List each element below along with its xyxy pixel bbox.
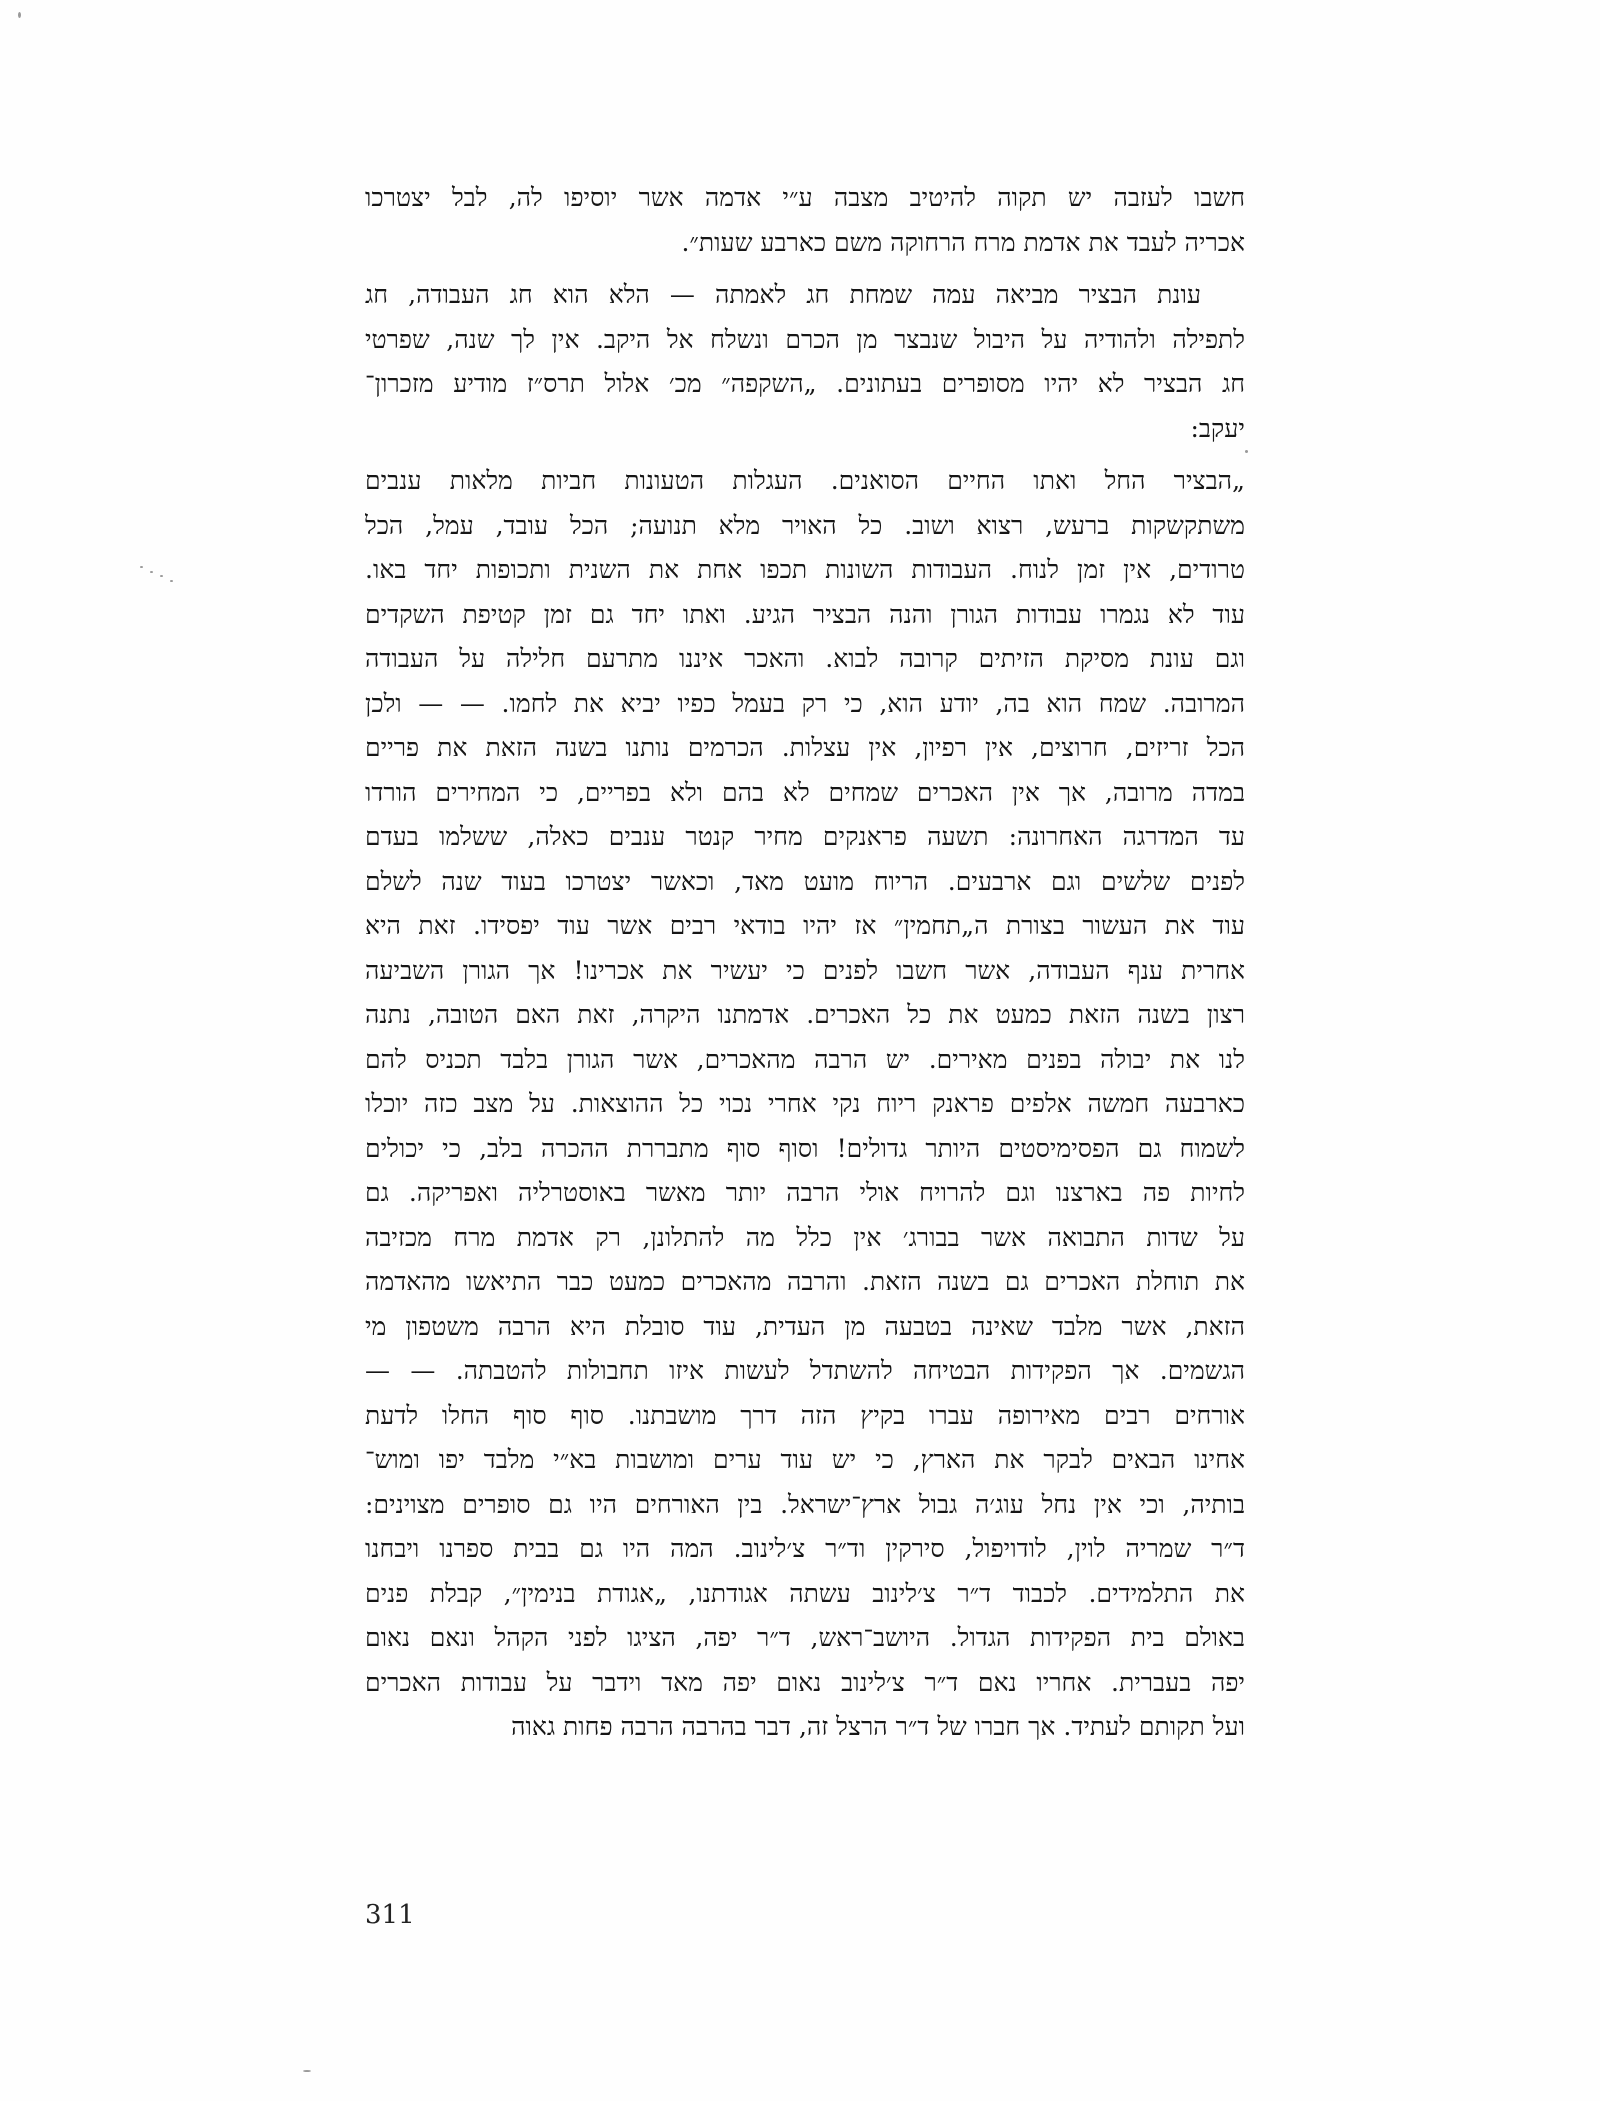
text-line: ד״ר שמריה לוין, לודויפול, סירקין וד״ר צ׳לינוב. המה היו גם בבית ספרנו ויבחנו xyxy=(365,1534,1245,1563)
text-line: את התלמידים. לכבוד ד״ר צ׳לינוב עשתה אגודתנו, „אגודת בנימין״, קבלת פנים xyxy=(365,1578,1245,1608)
page-number: 311 xyxy=(365,1900,415,1930)
text-line: הזאת, אשר מלבד שאינה בטבעה מן העדית, עוד סובלת היא הרבה משטפון מי xyxy=(365,1311,1245,1341)
text-line: עד המדרגה האחרונה: תשעה פראנקים מחיר קנטר ענבים כאלה, ששלמו בעדם xyxy=(365,822,1245,851)
text-line: כארבעה חמשה אלפים פראנק ריוח נקי אחרי נכוי כל ההוצאות. על מצב כזה יוכלו xyxy=(365,1089,1245,1118)
text-line: ועל תקותם לעתיד. אך חברו של ד״ר הרצל זה, דבר בהרבה הרבה פחות גאוה xyxy=(511,1712,1245,1741)
text-line: וגם עונת מסיקת הזיתים קרובה לבוא. והאכר איננו מתרעם חלילה על העבודה xyxy=(365,644,1245,673)
text-line: אכריה לעבד את אדמת מרח הרחוקה משם כארבע שעות״. xyxy=(681,227,1245,257)
text-line: לתפילה ולהודיה על היבול שנבצר מן הכרם ונשלח אל היקב. אין לך שנה, שפרטי xyxy=(365,324,1245,354)
text-line: לפנים שלשים וגם ארבעים. הריוח מועט מאד, וכאשר יצטרכו בעוד שנה לשלם xyxy=(365,866,1245,896)
text-line: אחרית ענף העבודה, אשר חשבו לפנים כי יעשיר את אכרינו! אך הגורן השביעה xyxy=(365,955,1245,985)
text-line: חג הבציר לא יהיו מסופרים בעתונים. „השקפה״ מכ׳ אלול תרס״ז מודיע מזכרון־ xyxy=(365,369,1245,398)
paragraph-gap xyxy=(365,265,1245,273)
text-line: המרובה. שמח הוא בה, יודע הוא, כי רק בעמל כפיו יביא את לחמו. — — ולכן xyxy=(365,688,1245,718)
paragraph xyxy=(365,273,1245,451)
text-line: אחינו הבאים לבקר את הארץ, כי יש עוד ערים ומושבות בא״י מלבד יפו ומוש־ xyxy=(365,1445,1245,1474)
scan-speck xyxy=(303,2070,311,2072)
text-line: משתקשקות ברעש, רצוא ושוב. כל האויר מלא תנועה; הכל עובד, עמל, הכל xyxy=(365,510,1245,540)
text-line: על שדות התבואה אשר בבורג׳ אין כלל מה להתלונן, רק אדמת מרח מכזיבה xyxy=(365,1222,1245,1252)
body-text xyxy=(365,176,1245,1750)
scan-speck xyxy=(140,566,143,568)
text-line: אורחים רבים מאירופה עברו בקיץ הזה דרך מושבתנו. סוף סוף החלו לדעת xyxy=(365,1400,1245,1430)
text-line: במדה מרובה, אך אין האכרים שמחים לא בהם ולא בפריים, כי המחירים הורדו xyxy=(365,777,1245,807)
paragraph-gap xyxy=(365,451,1245,459)
text-line: בותיה, וכי אין נחל עוג׳ה גבול ארץ־ישראל. בין האורחים היו גם סופרים מצוינים: xyxy=(365,1489,1245,1519)
text-line: עונת הבציר מביאה עמה שמחת חג לאמתה — הלא הוא חג העבודה, חג xyxy=(365,280,1201,309)
text-line: חשבו לעזבה יש תקוה להיטיב מצבה ע״י אדמה אשר יוסיפו לה, לבל יצטרכו xyxy=(365,183,1245,212)
text-line: עוד לא נגמרו עבודות הגורן והנה הבציר הגיע. ואתו יחד גם זמן קטיפת השקדים xyxy=(365,599,1245,629)
text-line: יפה בעברית. אחריו נאם ד״ר צ׳לינוב נאום יפה מאד וידבר על עבודות האכרים xyxy=(365,1667,1245,1697)
text-line: הגשמים. אך הפקידות הבטיחה להשתדל לעשות איזו תחבולות להטבתה. — — xyxy=(365,1356,1245,1385)
paragraph xyxy=(365,459,1245,1750)
text-line: לחיות פה בארצנו וגם להרויח אולי הרבה יותר מאשר באוסטרליה ואפריקה. גם xyxy=(365,1178,1245,1207)
text-line: הכל זריזים, חרוצים, אין רפיון, אין עצלות. הכרמים נותנו בשנה הזאת את פריים xyxy=(365,733,1245,762)
text-line: לשמוח גם הפסימיסטים היותר גדולים! וסוף סוף מתבררת ההכרה בלב, כי יכולים xyxy=(365,1133,1245,1163)
text-line: עוד את העשור בצורת ה„תחמין״ אז יהיו בודאי רבים אשר עוד יפסידו. זאת היא xyxy=(365,911,1245,940)
text-line: את תוחלת האכרים גם בשנה הזאת. והרבה מהאכרים כמעט כבר התיאשו מהאדמה xyxy=(365,1267,1245,1296)
scan-speck xyxy=(18,12,21,18)
text-line: רצון בשנה הזאת כמעט את כל האכרים. אדמתנו היקרה, זאת האם הטובה, נתנה xyxy=(365,1000,1245,1029)
scan-speck xyxy=(1245,450,1248,453)
scan-speck xyxy=(160,575,163,577)
scan-speck xyxy=(150,571,153,573)
scan-speck xyxy=(170,580,173,582)
text-line: טרודים, אין זמן לנוח. העבודות השונות תכפו אחת את השנית ותכופות יחד באו. xyxy=(365,555,1245,584)
text-line: יעקב: xyxy=(1190,413,1245,443)
paragraph xyxy=(365,176,1245,265)
text-line: באולם בית הפקידות הגדול. היושב־ראש, ד״ר יפה, הציגו לפני הקהל ונאם נאום xyxy=(365,1623,1245,1652)
text-line: לנו את יבולה בפנים מאירים. יש הרבה מהאכרים, אשר הגורן בלבד תכניס להם xyxy=(365,1044,1245,1074)
text-line: „הבציר החל ואתו החיים הסואנים. העגלות הטעונות חביות מלאות ענבים xyxy=(365,466,1245,495)
